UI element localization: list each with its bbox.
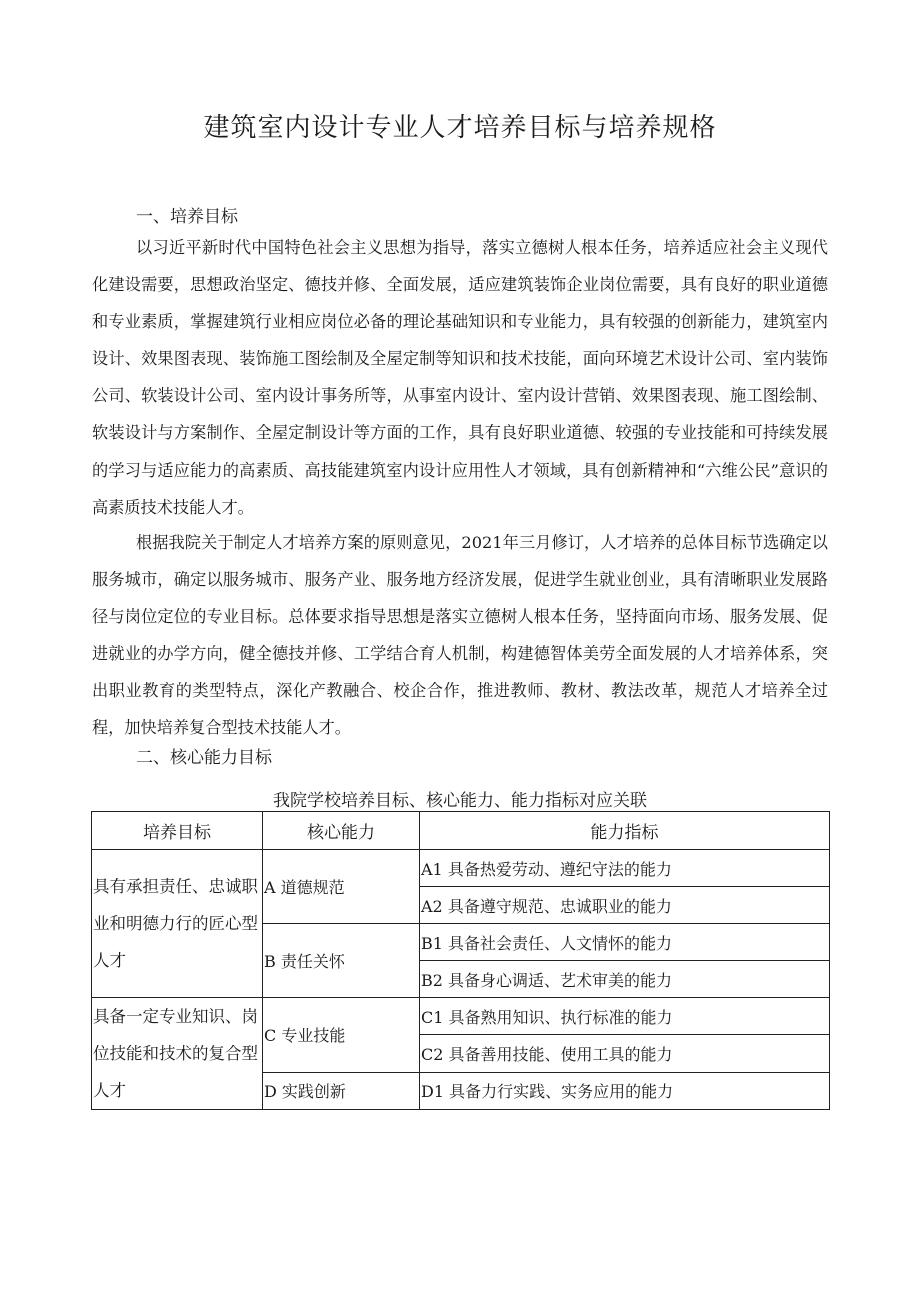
indicator-cell: B1 具备社会责任、人文情怀的能力 (420, 924, 830, 961)
core-competency-cell: D 实践创新 (263, 1072, 420, 1109)
indicator-cell: B2 具备身心调适、艺术审美的能力 (420, 961, 830, 998)
paragraph-training-goals: 以习近平新时代中国特色社会主义思想为指导，落实立德树人根本任务，培养适应社会主义现代化建设需要，思想政治坚定、德技并修、全面发展，适应建筑装饰企业岗位需要，具有良好的职业道德和专业素质，掌握建筑行业相应岗位必备的理论基础知识和专业能力，具有较强的创新能力，建筑室内设计、效果图表现、装饰施工图绘制及全屋定制等知识和技术技能，面向环境艺术设计公司、室内装饰公司、软装设计公司、室内设计事务所等，从事室内设计、室内设计营销、效果图表现、施工图绘制、软装设计与方案制作、全屋定制设计等方面的工作，具有良好职业道德、较强的专业技能和可持续发展的学习与适应能力的高素质、高技能建筑室内设计应用性人才领域，具有创新精神和“六维公民”意识的高素质技术技能人才。 (92, 238, 828, 517)
training-goal-cell: 具有承担责任、忠诚职业和明德力行的匠心型人才 (92, 850, 263, 998)
table-header-row (92, 812, 830, 850)
header-core-competency: 核心能力 (263, 812, 420, 850)
indicator-cell: A1 具备热爱劳动、遵纪守法的能力 (420, 850, 830, 887)
header-training-goal: 培养目标 (92, 812, 263, 850)
header-competency-indicator: 能力指标 (420, 812, 830, 850)
table-row (92, 850, 830, 887)
core-competency-cell: C 专业技能 (263, 998, 420, 1073)
section-heading-core-competency: 二、核心能力目标 (136, 748, 272, 768)
core-competency-cell: B 责任关怀 (263, 924, 420, 998)
table-row (92, 998, 830, 1035)
indicator-cell: D1 具备力行实践、实务应用的能力 (420, 1072, 830, 1109)
section-heading-training-goals: 一、培养目标 (136, 207, 238, 227)
training-goal-cell: 具备一定专业知识、岗位技能和技术的复合型人才 (92, 998, 263, 1110)
table-caption: 我院学校培养目标、核心能力、能力指标对应关联 (273, 791, 647, 811)
core-competency-cell: A 道德规范 (263, 850, 420, 924)
goal-competency-table (91, 811, 830, 1110)
paragraph-overall-goals: 根据我院关于制定人才培养方案的原则意见，2021年三月修订，人才培养的总体目标节选确定以服务城市，确定以服务城市、服务产业、服务地方经济发展，促进学生就业创业，具有清晰职业发展路径与岗位定位的专业目标。总体要求指导思想是落实立德树人根本任务，坚持面向市场、服务发展、促进就业的办学方向，健全德技并修、工学结合育人机制，构建德智体美劳全面发展的人才培养体系，突出职业教育的类型特点，深化产教融合、校企合作，推进教师、教材、教法改革，规范人才培养全过程，加快培养复合型技术技能人才。 (92, 533, 828, 738)
indicator-cell: A2 具备遵守规范、忠诚职业的能力 (420, 887, 830, 924)
indicator-cell: C2 具备善用技能、使用工具的能力 (420, 1035, 830, 1072)
document-title: 建筑室内设计专业人才培养目标与培养规格 (203, 113, 717, 143)
indicator-cell: C1 具备熟用知识、执行标准的能力 (420, 998, 830, 1035)
